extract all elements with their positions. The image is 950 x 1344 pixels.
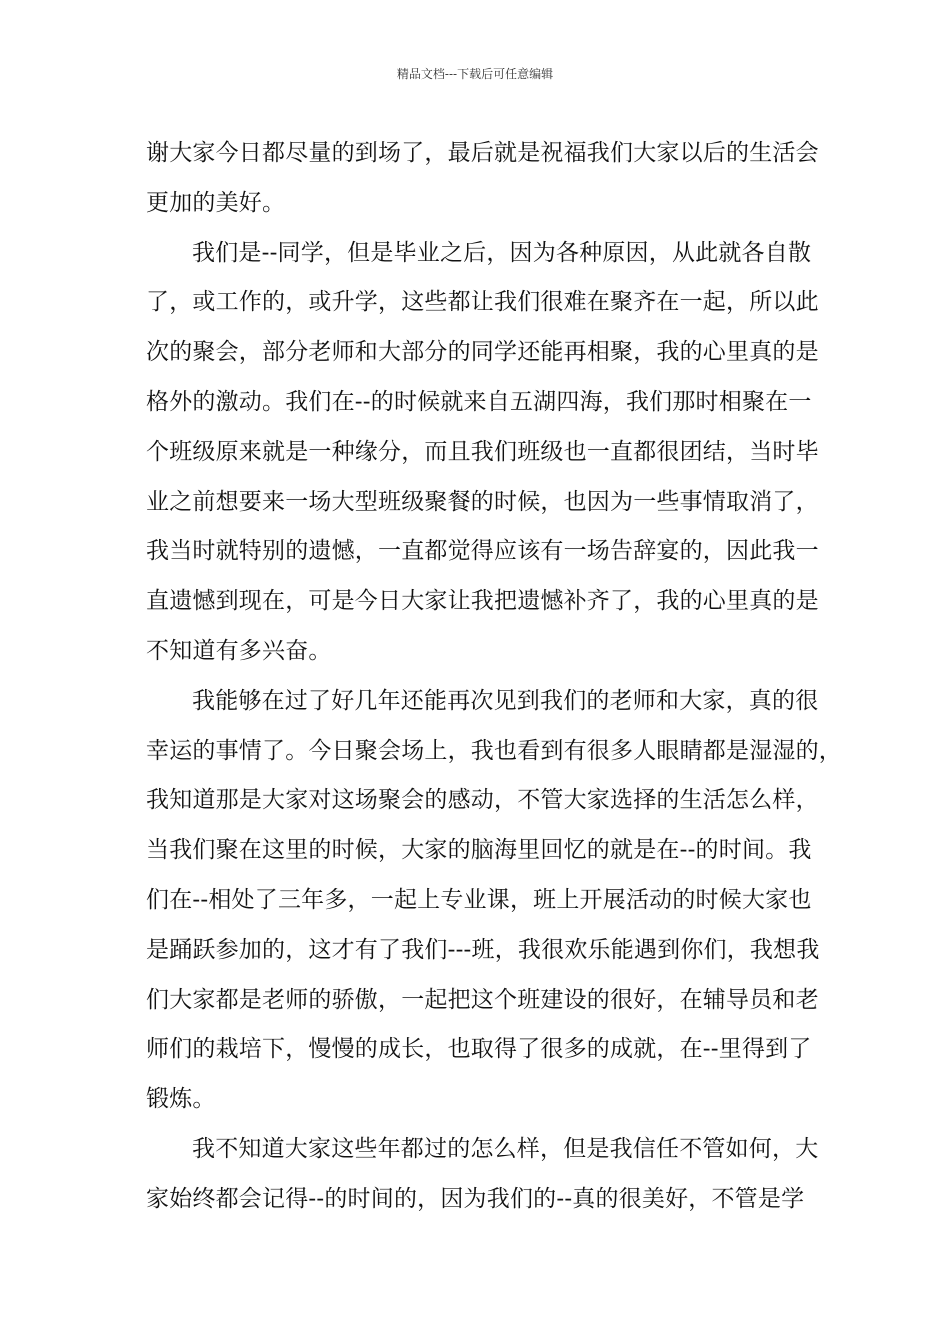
text-line: 更加的美好。 [146,189,286,216]
text-line: 不知道有多兴奋。 [146,637,332,664]
text-line: 谢大家今日都尽量的到场了，最后就是祝福我们大家以后的生活会 [146,140,819,166]
text-line: 我当时就特别的遗憾，一直都觉得应该有一场告辞宴的，因此我一 [146,538,819,565]
text-line: 幸运的事情了。今日聚会场上，我也看到有很多人眼睛都是湿湿的， [146,737,842,764]
text-line: 直遗憾到现在，可是今日大家让我把遗憾补齐了，我的心里真的是 [146,588,819,615]
text-line: 次的聚会，部分老师和大部分的同学还能再相聚，我的心里真的是 [146,339,819,366]
text-line: 们大家都是老师的骄傲，一起把这个班建设的很好，在辅导员和老 [146,986,819,1013]
text-line: 格外的激动。我们在--的时候就来自五湖四海，我们那时相聚在一 [146,388,812,415]
text-line: 们在--相处了三年多，一起上专业课，班上开展活动的时候大家也 [146,886,812,913]
text-line: 当我们聚在这里的时候，大家的脑海里回忆的就是在--的时间。我 [146,837,812,864]
text-line: 个班级原来就是一种缘分，而且我们班级也一直都很团结，当时毕 [146,438,819,465]
page-header: 精品文档---下载后可任意编辑 [396,67,554,81]
text-line: 我知道那是大家对这场聚会的感动，不管大家选择的生活怎么样， [146,787,819,814]
text-line: 了，或工作的，或升学，这些都让我们很难在聚齐在一起，所以此 [146,289,819,316]
paragraph-first-line: 我能够在过了好几年还能再次见到我们的老师和大家，真的很 [192,687,819,714]
text-line: 师们的栽培下，慢慢的成长，也取得了很多的成就，在--里得到了 [146,1036,812,1063]
document-body [146,129,842,1225]
text-line: 业之前想要来一场大型班级聚餐的时候，也因为一些事情取消了， [146,488,819,515]
text-line: 是踊跃参加的，这才有了我们---班，我很欢乐能遇到你们，我想我 [146,936,820,963]
paragraph-first-line: 我不知道大家这些年都过的怎么样，但是我信任不管如何，大 [192,1135,819,1162]
text-line: 家始终都会记得--的时间的，因为我们的--真的很美好，不管是学 [146,1185,805,1212]
text-line: 锻炼。 [146,1086,216,1113]
paragraph-first-line: 我们是--同学，但是毕业之后，因为各种原因，从此就各自散 [192,239,812,266]
